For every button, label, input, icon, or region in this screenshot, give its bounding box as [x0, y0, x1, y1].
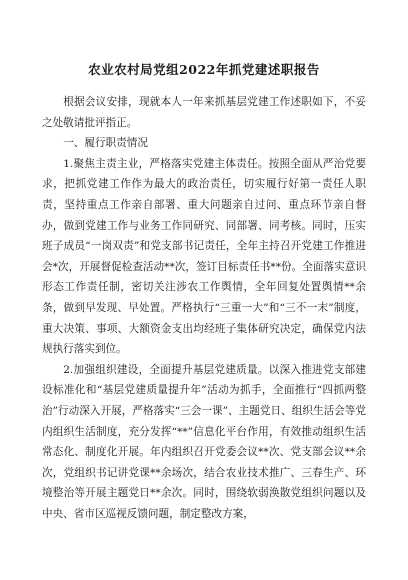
document-title: 农业农村局党组2022年抓党建述职报告 — [88, 62, 320, 77]
body-paragraph: 1.聚焦主责主业，严格落实党建主体责任。按照全面从严治党要求，把抓党建工作作为最大的政治责任，切实履行好第一责任人职责，坚持重点工作亲自部署、重大问题亲自过问、重点环节亲自督办，做到党建工作与业务工作同研究、同部署、同考核。同时，压实班子成员“一岗双责”和党支部书记责任，全年主持召开党建工作推进会*次，开展督促检查活动**次，签订目标责任书**份。全面落实意识形态工作责任制，密切关注涉农工作舆情，全年回复处置舆情**余条，做到早发现、早处置。严格执行“三重一大”和“三不一末”制度，重大决策、事项、大额资金支出均经班子集体研究决定，确保党内法规执行落实到位。 — [42, 157, 366, 356]
body-paragraph: 2.加强组织建设，全面提升基层党建质量。以深入推进党支部建设标准化和“基层党建质量提升年”活动为抓手，全面推行“四抓两整治”行动深入开展，严格落实“三会一课”、主题党日、组织生活会等党内组织生活制度，充分发挥“**”信息化平台作用，有效推动组织生活常态化、制度化开展。年内组织召开党委会议**次、党支部会议**余次，党组织书记讲党课**余场次，结合农业技术推广、三春生产、环境整治等开展主题党日**余次。同时，围绕软弱涣散党组织问题以及中央、省市区巡视反馈问题，制定整改方案， — [42, 363, 366, 520]
section-heading: 一、履行职责情况 — [63, 137, 148, 150]
intro-paragraph: 根据会议安排，现就本人一年来抓基层党建工作述职如下，不妥之处敬请批评指正。 — [42, 96, 366, 129]
